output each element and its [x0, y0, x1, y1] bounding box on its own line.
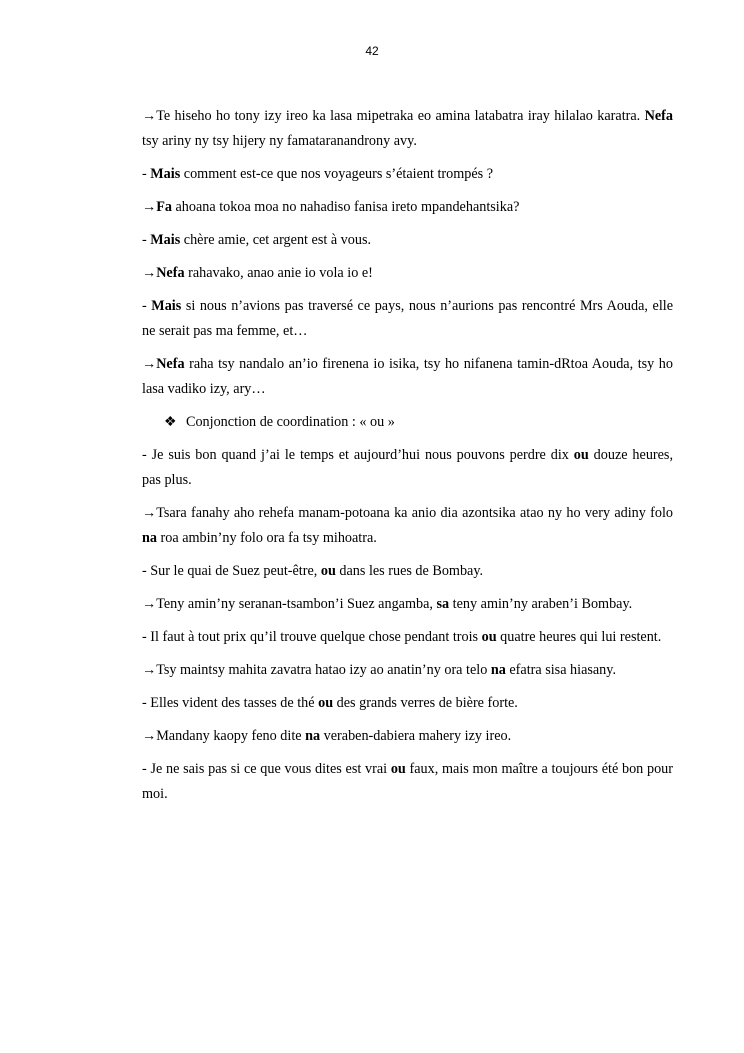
paragraph-7: →Nefa raha tsy nandalo an’io firenena io isika, tsy ho nifanena tamin-dRtoa Aouda, tsy ho lasa vadiko izy, ary… — [142, 356, 673, 397]
paragraph-10: - Sur le quai de Suez peut-être, ou dans les rues de Bombay. — [142, 563, 484, 579]
document-body — [142, 104, 673, 807]
paragraph-5: →Nefa rahavako, anao anie io vola io e! — [142, 265, 373, 281]
paragraph-3: →Fa ahoana tokoa moa no nahadiso fanisa ireto mpandehantsika? — [142, 199, 520, 215]
section-bullet — [164, 410, 673, 435]
diamond-bullet-icon: ❖ — [164, 414, 177, 430]
paragraph-6: - Mais si nous n’avions pas traversé ce pays, nous n’aurions pas rencontré Mrs Aouda, elle ne serait pas ma femme, et… — [142, 298, 673, 339]
paragraph-1: →Te hiseho ho tony izy ireo ka lasa mipetraka eo amina latabatra iray hilalao karatra. Nefa tsy ariny ny tsy hijery ny famataranandrony avy. — [142, 108, 673, 149]
paragraph-14: - Elles vident des tasses de thé ou des grands verres de bière forte. — [142, 695, 518, 711]
paragraph-11: →Teny amin’ny seranan-tsambon’i Suez angamba, sa teny amin’ny araben’i Bombay. — [142, 596, 633, 612]
paragraph-8: - Je suis bon quand j’ai le temps et aujourd’hui nous pouvons perdre dix ou douze heures, pas plus. — [142, 447, 673, 488]
paragraph-4: - Mais chère amie, cet argent est à vous. — [142, 232, 372, 248]
paragraph-12: - Il faut à tout prix qu’il trouve quelque chose pendant trois ou quatre heures qui lui restent. — [142, 629, 662, 645]
bullet-text: Conjonction de coordination : « ou » — [186, 414, 395, 430]
paragraph-2: - Mais comment est-ce que nos voyageurs s’étaient trompés ? — [142, 166, 494, 182]
paragraph-9: →Tsara fanahy aho rehefa manam-potoana ka anio dia azontsika atao ny ho very adiny folo na roa ambin’ny folo ora fa tsy mihoatra. — [142, 505, 673, 546]
paragraph-15: →Mandany kaopy feno dite na veraben-dabiera mahery izy ireo. — [142, 728, 512, 744]
page-number: 42 — [365, 44, 379, 58]
paragraph-16: - Je ne sais pas si ce que vous dites est vrai ou faux, mais mon maître a toujours été bon pour moi. — [142, 761, 673, 802]
paragraph-13: →Tsy maintsy mahita zavatra hatao izy ao anatin’ny ora telo na efatra sisa hiasany. — [142, 662, 616, 678]
